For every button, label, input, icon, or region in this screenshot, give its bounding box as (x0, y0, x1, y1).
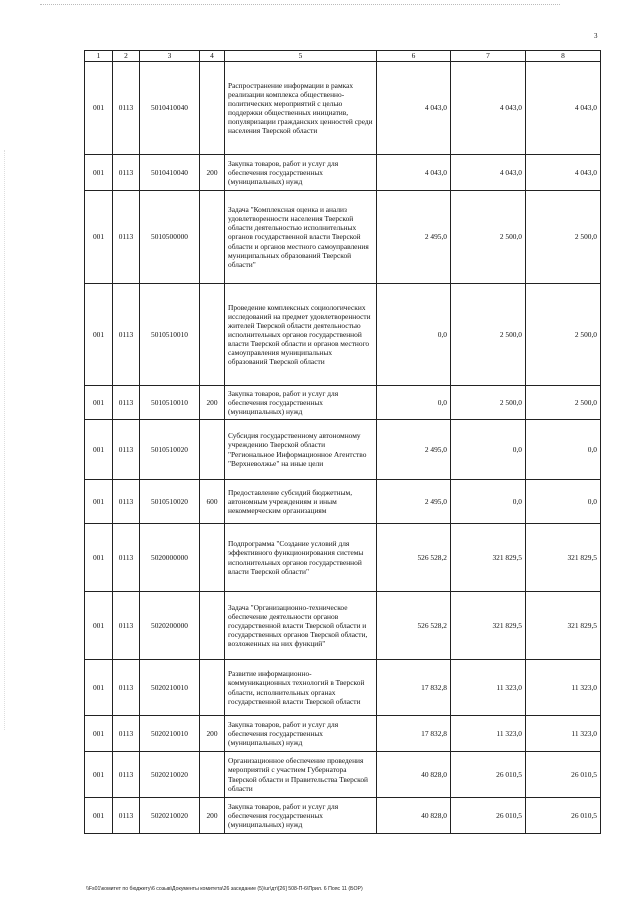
col-header-7: 7 (451, 51, 526, 62)
cell-description: Развитие информационно-коммуникационных технологий в Тверской области, исполнительных органах государственной власти Тверской области (225, 660, 377, 716)
cell-amount-year1: 17 832,8 (377, 660, 451, 716)
cell-expense-type (200, 592, 225, 660)
cell-amount-year2: 11 323,0 (451, 716, 526, 752)
cell-amount-year2: 321 829,5 (451, 524, 526, 592)
cell-amount-year2: 4 043,0 (451, 155, 526, 191)
cell-section: 0113 (113, 420, 140, 480)
table-row (85, 386, 601, 420)
file-path-footer: \\Fs01\комитет по бюджету\6 созыв\Документы комитета\26 заседание (5)\ur\дт\[26] 508-П-6\Прил. 6 Пояс 11 (БОР) (86, 886, 363, 892)
cell-section: 0113 (113, 798, 140, 834)
cell-expense-type: 200 (200, 386, 225, 420)
col-header-5: 5 (225, 51, 377, 62)
cell-amount-year1: 40 828,0 (377, 798, 451, 834)
table-row (85, 798, 601, 834)
cell-target-article: 5010410040 (140, 155, 200, 191)
cell-admin-code: 001 (85, 420, 113, 480)
cell-section: 0113 (113, 480, 140, 524)
cell-admin-code: 001 (85, 386, 113, 420)
table-row (85, 752, 601, 798)
cell-target-article: 5010510010 (140, 386, 200, 420)
cell-expense-type (200, 420, 225, 480)
scan-left-edge (4, 150, 5, 730)
cell-section: 0113 (113, 191, 140, 284)
cell-description: Закупка товаров, работ и услуг для обеспечения государственных (муниципальных) нужд (225, 386, 377, 420)
cell-amount-year3: 2 500,0 (526, 386, 601, 420)
cell-description: Субсидия государственному автономному учреждению Тверской области "Региональное Информационное Агентство "Верхневолжье" на иные цели (225, 420, 377, 480)
cell-target-article: 5020210010 (140, 660, 200, 716)
cell-description: Подпрограмма "Создание условий для эффективного функционирования системы исполнительных органов государственной власти Тверской области" (225, 524, 377, 592)
cell-amount-year1: 526 528,2 (377, 592, 451, 660)
cell-admin-code: 001 (85, 798, 113, 834)
cell-description: Задача "Комплексная оценка и анализ удовлетворенности населения Тверской области деятельностью исполнительных органов государственной власти Тверской области и органов местного самоуправления муниципальных образований Тверской области" (225, 191, 377, 284)
cell-amount-year1: 4 043,0 (377, 62, 451, 155)
cell-admin-code: 001 (85, 524, 113, 592)
cell-amount-year1: 40 828,0 (377, 752, 451, 798)
cell-expense-type (200, 62, 225, 155)
cell-amount-year1: 2 495,0 (377, 191, 451, 284)
cell-target-article: 5010510020 (140, 480, 200, 524)
cell-admin-code: 001 (85, 752, 113, 798)
cell-amount-year2: 4 043,0 (451, 62, 526, 155)
cell-admin-code: 001 (85, 284, 113, 386)
cell-expense-type (200, 191, 225, 284)
cell-amount-year1: 0,0 (377, 386, 451, 420)
cell-amount-year2: 2 500,0 (451, 386, 526, 420)
cell-amount-year1: 2 495,0 (377, 480, 451, 524)
cell-description: Закупка товаров, работ и услуг для обеспечения государственных (муниципальных) нужд (225, 798, 377, 834)
cell-amount-year1: 4 043,0 (377, 155, 451, 191)
cell-admin-code: 001 (85, 191, 113, 284)
column-number-row (85, 51, 601, 62)
cell-amount-year2: 321 829,5 (451, 592, 526, 660)
cell-admin-code: 001 (85, 660, 113, 716)
page-number: 3 (594, 32, 598, 40)
col-header-6: 6 (377, 51, 451, 62)
cell-target-article: 5010510010 (140, 284, 200, 386)
cell-amount-year3: 0,0 (526, 480, 601, 524)
cell-amount-year1: 0,0 (377, 284, 451, 386)
table-row (85, 524, 601, 592)
cell-amount-year3: 11 323,0 (526, 660, 601, 716)
cell-expense-type: 200 (200, 155, 225, 191)
cell-amount-year3: 4 043,0 (526, 155, 601, 191)
cell-admin-code: 001 (85, 592, 113, 660)
cell-section: 0113 (113, 284, 140, 386)
cell-description: Задача "Организационно-техническое обеспечение деятельности органов государственной власти Тверской области и государственных органов Тверской области, возложенных на них функций" (225, 592, 377, 660)
cell-target-article: 5020210010 (140, 716, 200, 752)
cell-expense-type: 200 (200, 798, 225, 834)
cell-amount-year3: 11 323,0 (526, 716, 601, 752)
cell-admin-code: 001 (85, 716, 113, 752)
cell-section: 0113 (113, 660, 140, 716)
cell-amount-year1: 17 832,8 (377, 716, 451, 752)
cell-section: 0113 (113, 386, 140, 420)
cell-amount-year2: 11 323,0 (451, 660, 526, 716)
cell-target-article: 5020200000 (140, 592, 200, 660)
cell-amount-year3: 4 043,0 (526, 62, 601, 155)
table-row (85, 62, 601, 155)
table-row (85, 592, 601, 660)
cell-section: 0113 (113, 62, 140, 155)
cell-amount-year2: 0,0 (451, 480, 526, 524)
table-row (85, 191, 601, 284)
table-row (85, 284, 601, 386)
cell-amount-year3: 0,0 (526, 420, 601, 480)
cell-amount-year2: 2 500,0 (451, 284, 526, 386)
cell-amount-year2: 26 010,5 (451, 798, 526, 834)
cell-description: Проведение комплексных социологических исследований на предмет удовлетворенности жителей Тверской области деятельностью исполнительных органов государственной власти Тверской области и органов местного самоуправления муниципальных образований Тверской области (225, 284, 377, 386)
cell-amount-year3: 2 500,0 (526, 191, 601, 284)
cell-target-article: 5020000000 (140, 524, 200, 592)
cell-amount-year3: 2 500,0 (526, 284, 601, 386)
cell-amount-year1: 2 495,0 (377, 420, 451, 480)
cell-description: Организационное обеспечение проведения мероприятий с участием Губернатора Тверской области и Правительства Тверской области (225, 752, 377, 798)
table-row (85, 420, 601, 480)
cell-description: Закупка товаров, работ и услуг для обеспечения государственных (муниципальных) нужд (225, 716, 377, 752)
cell-amount-year1: 526 528,2 (377, 524, 451, 592)
col-header-1: 1 (85, 51, 113, 62)
table-row (85, 660, 601, 716)
cell-amount-year2: 0,0 (451, 420, 526, 480)
cell-description: Закупка товаров, работ и услуг для обеспечения государственных (муниципальных) нужд (225, 155, 377, 191)
table-row (85, 480, 601, 524)
cell-target-article: 5010410040 (140, 62, 200, 155)
cell-expense-type (200, 284, 225, 386)
cell-section: 0113 (113, 592, 140, 660)
cell-section: 0113 (113, 155, 140, 191)
cell-target-article: 5010510020 (140, 420, 200, 480)
cell-amount-year3: 26 010,5 (526, 798, 601, 834)
cell-amount-year2: 2 500,0 (451, 191, 526, 284)
cell-expense-type: 600 (200, 480, 225, 524)
cell-expense-type (200, 660, 225, 716)
cell-amount-year3: 321 829,5 (526, 592, 601, 660)
col-header-2: 2 (113, 51, 140, 62)
table-row (85, 716, 601, 752)
cell-expense-type (200, 524, 225, 592)
col-header-3: 3 (140, 51, 200, 62)
cell-target-article: 5010500000 (140, 191, 200, 284)
cell-description: Предоставление субсидий бюджетным, автономным учреждениям и иным некоммерческим организациям (225, 480, 377, 524)
cell-expense-type: 200 (200, 716, 225, 752)
scan-top-edge (40, 4, 560, 6)
cell-admin-code: 001 (85, 480, 113, 524)
cell-section: 0113 (113, 752, 140, 798)
cell-expense-type (200, 752, 225, 798)
cell-section: 0113 (113, 524, 140, 592)
col-header-4: 4 (200, 51, 225, 62)
cell-admin-code: 001 (85, 62, 113, 155)
cell-amount-year3: 26 010,5 (526, 752, 601, 798)
col-header-8: 8 (526, 51, 601, 62)
cell-target-article: 5020210020 (140, 798, 200, 834)
cell-target-article: 5020210020 (140, 752, 200, 798)
cell-amount-year3: 321 829,5 (526, 524, 601, 592)
cell-amount-year2: 26 010,5 (451, 752, 526, 798)
cell-admin-code: 001 (85, 155, 113, 191)
table-row (85, 155, 601, 191)
cell-section: 0113 (113, 716, 140, 752)
budget-table (84, 50, 601, 834)
cell-description: Распространение информации в рамках реализации комплекса общественно-политических мероприятий с целью поддержки общественных инициатив, популяризации гражданских ценностей среди населения Тверской области (225, 62, 377, 155)
